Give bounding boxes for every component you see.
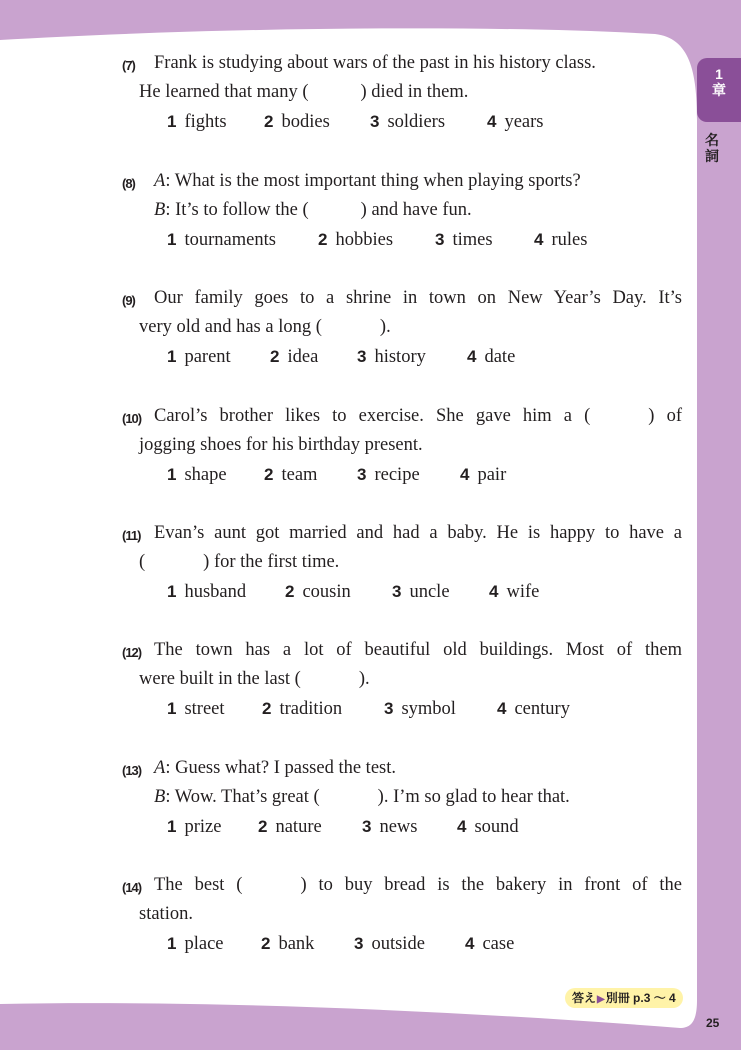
choice-4[interactable]: 4 sound [457,817,519,837]
question-line-2: ( ) for the first time. [139,552,340,572]
answer-label: 答え [572,991,597,1005]
question-number: (9) [122,293,135,308]
question-number: (10) [122,411,142,426]
answer-page-text: 別冊 p.3 ～ 4 [605,991,676,1005]
question-line-2: were built in the last ( ). [139,669,370,689]
question-line-1: Frank is studying about wars of the past in his history class. [154,53,596,73]
choice-3[interactable]: 3 outside [354,934,425,954]
page-number: 25 [706,1016,720,1030]
choice-3[interactable]: 3 history [357,347,426,367]
choice-4[interactable]: 4 century [497,699,570,719]
question-number: (11) [122,528,141,543]
choice-4[interactable]: 4 case [465,934,515,954]
choice-1[interactable]: 1 husband [167,582,247,602]
question-line-2: jogging shoes for his birthday present. [139,435,423,455]
choice-3[interactable]: 3 uncle [392,582,450,602]
choice-2[interactable]: 2 team [264,465,318,485]
question-number: (13) [122,763,142,778]
question-number: (14) [122,880,142,895]
choice-1[interactable]: 1 place [167,934,224,954]
question-line-1: The town has a lot of beautiful old buildings. Most of them [154,640,682,660]
choice-4[interactable]: 4 rules [534,230,588,250]
choice-1[interactable]: 1 shape [167,465,227,485]
question-line-1: Carol’s brother likes to exercise. She gave him a ( ) of [154,406,682,426]
question-number: (12) [122,645,142,660]
choice-4[interactable]: 4 date [467,347,516,367]
choice-2[interactable]: 2 tradition [262,699,343,719]
choice-4[interactable]: 4 years [487,112,544,132]
choice-2[interactable]: 2 bank [261,934,315,954]
choice-3[interactable]: 3 recipe [357,465,420,485]
choice-3[interactable]: 3 soldiers [370,112,446,132]
chapter-label: 章 [712,82,726,98]
choice-1[interactable]: 1 prize [167,817,222,837]
section-label: 名詞 [705,132,719,164]
choice-1[interactable]: 1 fights [167,112,227,132]
choice-1[interactable]: 1 street [167,699,225,719]
choice-2[interactable]: 2 nature [258,817,322,837]
question-number: (7) [122,58,135,73]
question-line-2: B: It’s to follow the ( ) and have fun. [154,200,472,220]
choice-3[interactable]: 3 symbol [384,699,456,719]
question-line-2: He learned that many ( ) died in them. [139,82,469,102]
answer-reference[interactable] [565,988,683,1008]
chapter-tab[interactable] [697,58,741,122]
question-line-1: A: Guess what? I passed the test. [154,758,396,778]
choice-3[interactable]: 3 times [435,230,493,250]
choice-2[interactable]: 2 cousin [285,582,351,602]
choice-4[interactable]: 4 wife [489,582,540,602]
question-line-2: very old and has a long ( ). [139,317,391,337]
choice-2[interactable]: 2 bodies [264,112,330,132]
question-number: (8) [122,176,135,191]
question-line-1: Our family goes to a shrine in town on New Year’s Day. It’s [154,288,682,308]
choice-1[interactable]: 1 parent [167,347,231,367]
choice-2[interactable]: 2 idea [270,347,319,367]
question-line-2: B: Wow. That’s great ( ). I’m so glad to hear that. [154,787,570,807]
choice-2[interactable]: 2 hobbies [318,230,394,250]
choice-3[interactable]: 3 news [362,817,418,837]
question-line-1: Evan’s aunt got married and had a baby. He is happy to have a [154,523,682,543]
question-line-1: The best ( ) to buy bread is the bakery in front of the [154,875,682,895]
play-triangle-icon: ▶ [597,994,605,1005]
choice-4[interactable]: 4 pair [460,465,507,485]
question-line-2: station. [139,904,193,924]
question-line-1: A: What is the most important thing when playing sports? [154,171,581,191]
choice-1[interactable]: 1 tournaments [167,230,276,250]
chapter-number: 1 [715,66,723,82]
